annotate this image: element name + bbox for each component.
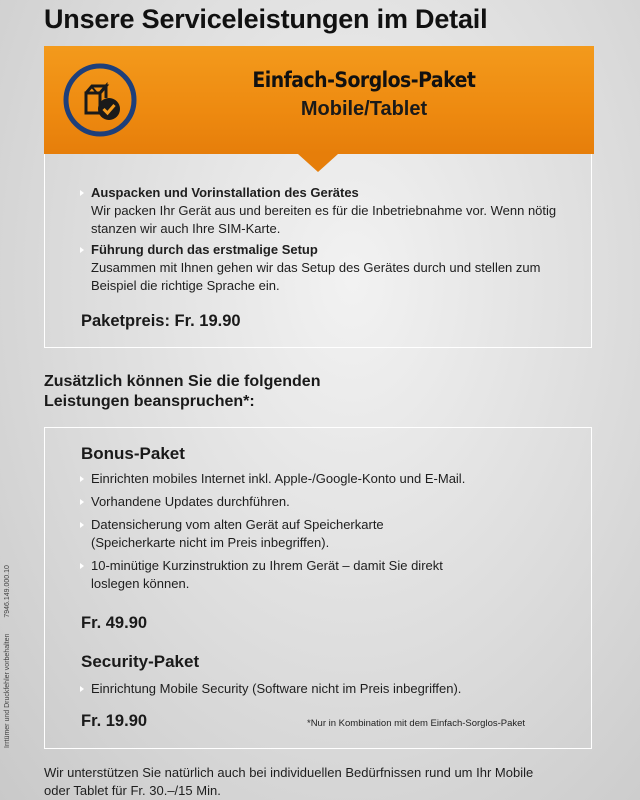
additional-services-box: [44, 427, 592, 749]
list-item: 10-minütige Kurzinstruktion zu Ihrem Gerät – damit Sie direkt loslegen können.: [79, 557, 491, 593]
security-price: Fr. 19.90: [81, 712, 148, 730]
security-item-list: [79, 680, 579, 698]
bonus-item-list: [79, 470, 579, 598]
package-header: [44, 46, 594, 154]
footnote: *Nur in Kombination mit dem Einfach-Sorglos-Paket: [307, 718, 526, 729]
item-title: Führung durch das erstmalige Setup: [91, 242, 318, 257]
bonus-title: Bonus-Paket: [81, 444, 185, 463]
package-subtitle: Mobile/Tablet: [300, 98, 428, 120]
package-price: Paketpreis: Fr. 19.90: [81, 312, 241, 330]
security-title: Security-Paket: [81, 652, 200, 671]
list-item: Datensicherung vom alten Gerät auf Speicherkarte (Speicherkarte nicht im Preis inbegriffen).: [79, 516, 451, 552]
item-text: Wir packen Ihr Gerät aus und bereiten es für die Inbetriebnahme vor. Wenn nötig stanzen wir auch Ihre SIM-Karte.: [91, 203, 557, 236]
item-title: Auspacken und Vorinstallation des Gerätes: [91, 185, 359, 200]
list-item: Vorhandene Updates durchführen.: [79, 493, 579, 511]
package-item-list: [79, 184, 569, 298]
list-item: [79, 184, 569, 238]
list-item: Einrichten mobiles Internet inkl. Apple-/Google-Konto und E-Mail.: [79, 470, 579, 488]
doc-number: 7946.149.000.10: [4, 565, 11, 618]
list-item: [79, 241, 569, 295]
item-text: Zusammen mit Ihnen gehen wir das Setup des Gerätes durch und stellen zum Beispiel die richtige Sprache ein.: [91, 260, 541, 293]
bonus-price: Fr. 49.90: [81, 614, 148, 632]
side-disclaimer: [4, 565, 11, 748]
package-details-box: [44, 154, 592, 348]
package-name: Einfach-Sorglos-Paket: [252, 68, 476, 92]
disclaimer-text: Irrtümer und Druckfehler vorbehalten: [4, 633, 11, 748]
page-title: Unsere Serviceleistungen im Detail: [44, 4, 488, 34]
list-item: Einrichtung Mobile Security (Software nicht im Preis inbegriffen).: [79, 680, 579, 698]
bottom-note: Wir unterstützen Sie natürlich auch bei individuellen Bedürfnissen rund um Ihr Mobile oder Tablet für Fr. 30.–/15 Min.: [44, 765, 534, 798]
additional-heading: Zusätzlich können Sie die folgenden Leistungen beanspruchen*:: [44, 373, 321, 410]
